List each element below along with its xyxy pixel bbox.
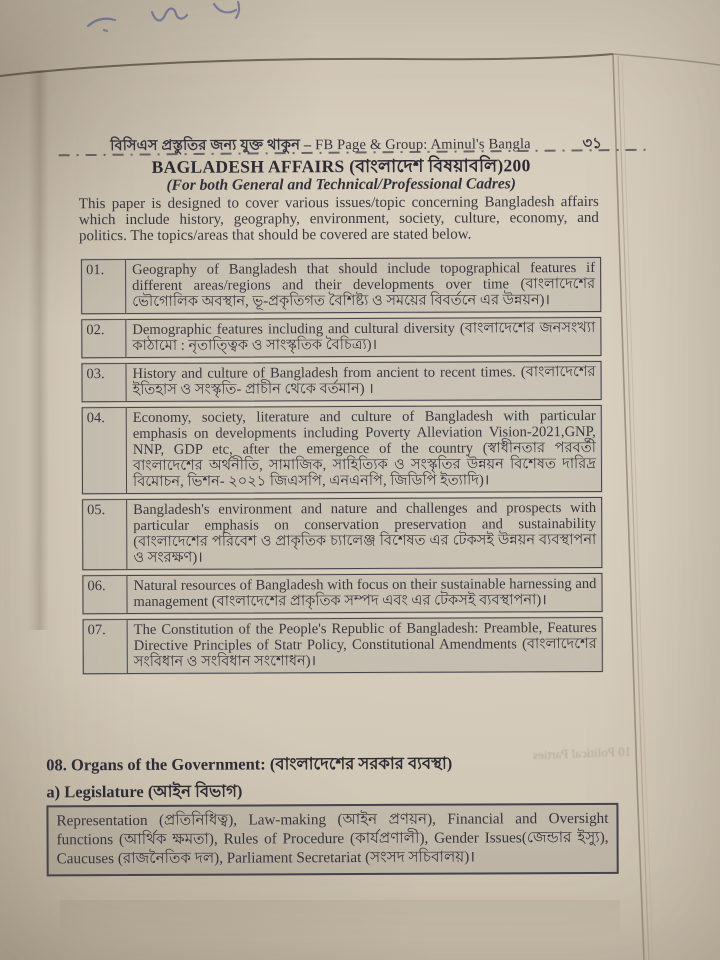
table-row (82, 497, 602, 570)
section-08-heading: 08. Organs of the Government: (বাংলাদেশের সরকার ব্যবস্থা) (46, 753, 453, 775)
page-title: BAGLADESH AFFAIRS (বাংলাদেশ বিষয়াবলি)200 (151, 155, 531, 177)
row-topic-cell: Demographic features including and cultural diversity (বাংলাদেশের জনসংখ্যা কাঠামো : নৃতাত্ত্বিক ও সাংস্কৃতিক বৈচিত্র্য)। (132, 319, 596, 354)
syllabus-table (81, 257, 603, 679)
row-number-cell: 06. (83, 576, 127, 613)
row-topic-cell: The Constitution of the People's Republic of Bangladesh: Preamble, Features Directive Principles of Statr Policy, Constitutional Amendments (বাংলাদেশের সংবিধান ও সংবিধান সংশোধন)। (133, 619, 597, 670)
legislature-subheading: a) Legislature (আইন বিভাগ) (46, 781, 243, 802)
table-row (81, 257, 601, 314)
row-topic-cell: Natural resources of Bangladesh with focus on their sustainable harnessing and management (বাংলাদেশের প্রাকৃতিক সম্পদ এবং এর টেকসই ব্যবস্থাপনা)। (133, 575, 597, 610)
header-bangla: বিসিএস প্রস্তুতির জন্য যুক্ত থাকুন – (110, 137, 312, 155)
row-number-cell: 07. (84, 620, 128, 673)
row-number-cell: 01. (82, 260, 126, 313)
row-topic-cell: Geography of Bangladesh that should include topographical features if different areas/regions and their developments over time (বাংলাদেশের ভৌগোলিক অবস্থান, ভূ-প্রকৃতিগত বৈশিষ্ট্য ও সময়ের বিবর্তনে এর উন্নয়ন)। (132, 259, 596, 310)
row-number-cell: 02. (82, 320, 126, 357)
table-row (82, 573, 602, 614)
bleedthrough-text: 10 Political Parties (532, 743, 632, 763)
page-subtitle: (For both General and Technical/Professional Cadres) (166, 175, 516, 194)
row-topic-cell: Bangladesh's environment and nature and challenges and prospects with particular emphasis on conservation preservation and sustainability (বাংলাদেশের পরিবেশ ও প্রাকৃতিক চ্যালেঞ্জ বিশেষত এর টেকসই উন্নয়ন ব্যবস্থাপনা ও সংরক্ষণ)। (133, 499, 597, 566)
page-number: ৩১ (582, 135, 603, 153)
row-number-cell: 04. (83, 408, 127, 493)
table-row (81, 317, 601, 358)
row-topic-cell: History and culture of Bangladesh from ancient to recent times. (বাংলাদেশের ইতিহাস ও সংস্কৃতি- প্রাচীন থেকে বর্তমান) । (132, 363, 596, 398)
table-row (83, 617, 603, 674)
legislature-topics-box: Representation (প্রতিনিধিত্ব), Law-making (আইন প্রণয়ন), Financial and Oversight functions (আর্থিক ক্ষমতা), Rules of Procedure (কার্যপ্রণালী), Gender Issues(জেন্ডার ইস্যু), Caucuses (রাজনৈতিক দল), Parliament Secretariat (সংসদ সচিবালয়)। (46, 803, 618, 876)
row-number-cell: 05. (83, 500, 127, 569)
intro-paragraph: This paper is designed to cover various issues/topic concerning Bangladesh affairs which include history, geography, environment, society, culture, economy, and politics. The topics/areas that should be covered are stated below. (78, 193, 599, 244)
table-row (82, 405, 602, 494)
row-topic-cell: Economy, society, literature and culture of Bangladesh with particular emphasis on developments including Poverty Alleviation Vision-2021,GNP, NNP, GDP etc, after the emergence of the country (স্বাধীনতার পরবর্তী বাংলাদেশের অর্থনীতি, সামাজিক, সাহিত্যিক ও সংস্কৃতির উন্নয়ন বিশেষত দারিদ্র বিমোচন, ভিশন- ২০২১ জিএসপি, এনএনপি, জিডিপি ইত্যাদি)। (132, 407, 596, 490)
header-english: FB Page & Group: Aminul's Bangla (311, 136, 531, 154)
row-number-cell: 03. (82, 364, 126, 401)
table-row (81, 361, 601, 402)
